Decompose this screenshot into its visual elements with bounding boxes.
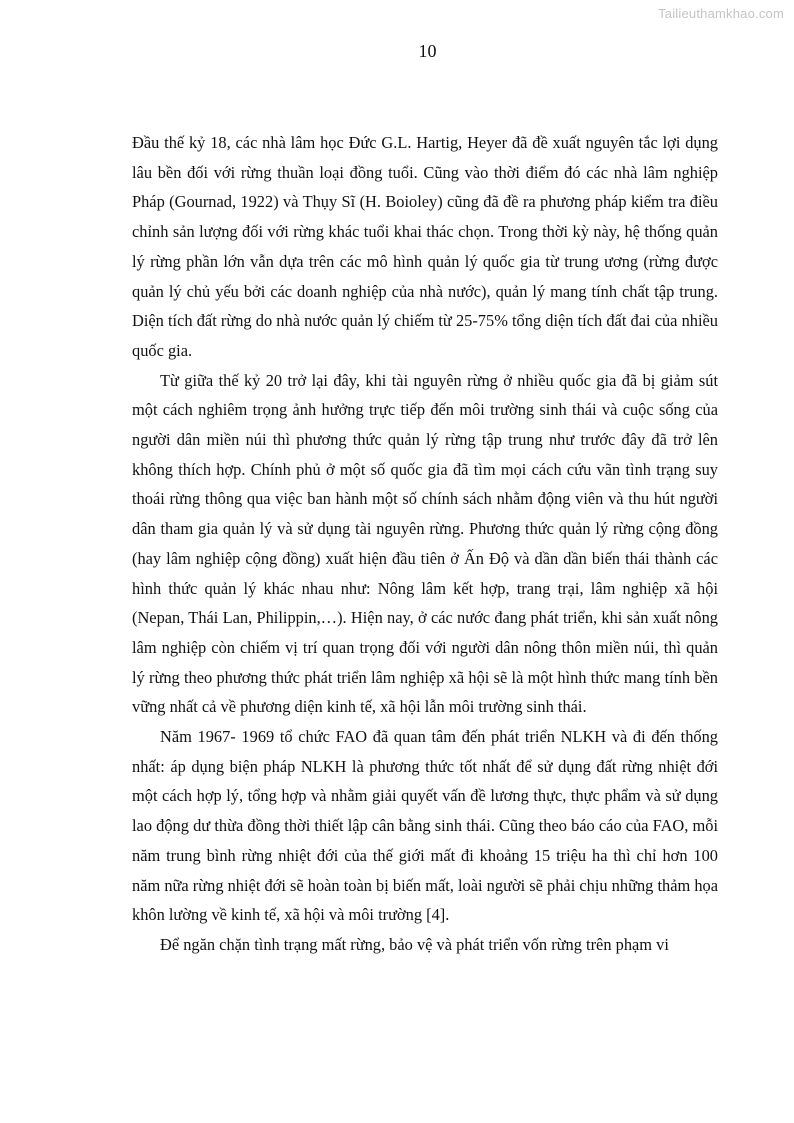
watermark: Tailieuthamkhao.com xyxy=(658,6,784,21)
paragraph-4: Để ngăn chặn tình trạng mất rừng, bảo vệ và phát triển vốn rừng trên phạm vi xyxy=(160,934,669,954)
page-number: 10 xyxy=(418,41,437,61)
document-body xyxy=(132,128,718,960)
paragraph-2: Từ giữa thế kỷ 20 trở lại đây, khi tài nguyên rừng ở nhiều quốc gia đã bị giảm sút một cách nghiêm trọng ảnh hưởng trực tiếp đến môi trường sinh thái và cuộc sống của người dân miền núi thì phương thức quản lý rừng tập trung như trước đây đã trở lên không thích hợp. Chính phủ ở một số quốc gia đã tìm mọi cách cứu vãn tình trạng suy thoái rừng thông qua việc ban hành một số chính sách nhằm động viên và thu hút người dân tham gia quản lý và sử dụng tài nguyên rừng. Phương thức quản lý rừng cộng đồng (hay lâm nghiệp cộng đồng) xuất hiện đầu tiên ở Ấn Độ và dần dần biến thái thành các hình thức quản lý khác nhau như: Nông lâm kết hợp, trang trại, lâm nghiệp xã hội (Nepan, Thái Lan, Philippin,…). Hiện nay, ở các nước đang phát triển, khi sản xuất nông lâm nghiệp còn chiếm vị trí quan trọng đối với người dân nông thôn miền núi, thì quản lý rừng theo phương thức phát triển lâm nghiệp xã hội sẽ là một hình thức mang tính bền vững nhất cả về phương diện kinh tế, xã hội lẫn môi trường sinh thái. xyxy=(132,370,718,717)
paragraph-1: Đầu thế kỷ 18, các nhà lâm học Đức G.L. Hartig, Heyer đã đề xuất nguyên tắc lợi dụng lâu bền đối với rừng thuần loại đồng tuổi. Cũng vào thời điểm đó các nhà lâm nghiệp Pháp (Gournad, 1922) và Thụy Sĩ (H. Boioley) cũng đã đề ra phương pháp kiểm tra điều chỉnh sản lượng đối với rừng khác tuổi khai thác chọn. Trong thời kỳ này, hệ thống quản lý rừng phần lớn vẫn dựa trên các mô hình quản lý quốc gia từ trung ương (rừng được quản lý chủ yếu bởi các doanh nghiệp của nhà nước), quản lý mang tính chất tập trung. Diện tích đất rừng do nhà nước quản lý chiếm từ 25-75% tổng diện tích đất đai của nhiều quốc gia. xyxy=(132,133,718,360)
paragraph-3: Năm 1967- 1969 tổ chức FAO đã quan tâm đến phát triển NLKH và đi đến thống nhất: áp dụng biện pháp NLKH là phương thức tốt nhất để sử dụng đất rừng nhiệt đới một cách hợp lý, tổng hợp và nhằm giải quyết vấn đề lương thực, thực phẩm và sử dụng lao động dư thừa đồng thời thiết lập cân bằng sinh thái. Cũng theo báo cáo của FAO, mỗi năm trung bình rừng nhiệt đới của thế giới mất đi khoảng 15 triệu ha thì chỉ hơn 100 năm nữa rừng nhiệt đới sẽ hoàn toàn bị biến mất, loài người sẽ phải chịu những thảm họa khôn lường về kinh tế, xã hội và môi trường [4]. xyxy=(132,727,718,925)
